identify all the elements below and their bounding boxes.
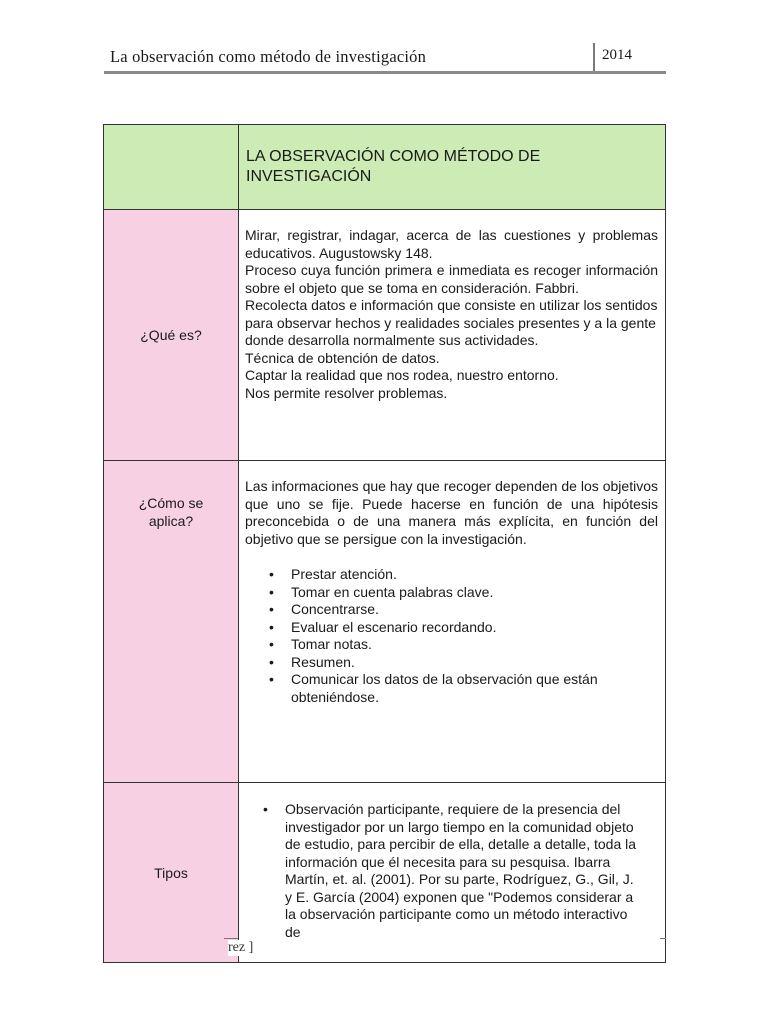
row-label-tipos: Tipos	[154, 864, 188, 881]
definition-text: Mirar, registrar, indagar, acerca de las cuestiones y problemas educativos. Augustowsky 148.	[245, 227, 658, 261]
list-item: • Evaluar el escenario recordando.	[291, 619, 658, 637]
definition-text: Proceso cuya función primera e inmediata es recoger información sobre el objeto que se toma en consideración. Fabbri.	[245, 262, 658, 296]
list-item: • Concentrarse.	[291, 601, 658, 619]
application-list	[245, 566, 658, 706]
table-row	[104, 210, 666, 461]
observation-table	[103, 124, 666, 963]
definition-text: Nos permite resolver problemas.	[245, 384, 448, 401]
table-row	[104, 461, 666, 783]
definition-text: Técnica de obtención de datos.	[245, 349, 440, 366]
list-item: • Resumen.	[291, 654, 658, 672]
definition-paragraph	[245, 227, 658, 402]
footer-rule	[224, 938, 238, 939]
table-heading: LA OBSERVACIÓN COMO MÉTODO DE INVESTIGACIÓN	[239, 125, 666, 210]
list-item: • Tomar en cuenta palabras clave.	[291, 584, 658, 602]
heading-side-cell	[104, 125, 239, 210]
definition-text: Captar la realidad que nos rodea, nuestro entorno.	[245, 367, 559, 383]
list-item: • Observación participante, requiere de la presencia del investigador por un largo tiempo en la comunidad objeto de estudio, para percibir de ella, detalle a detalle, toda la información que él necesita para su pesquisa. Ibarra Martín, et. al. (2001). Por su parte, Rodríguez, G., Gil, J. y E. García (2004) exponen que "Podemos considerar a la observación participante como un método interactivo de	[285, 801, 643, 941]
list-item: • Tomar notas.	[291, 636, 658, 654]
row-label-como-se-aplica: ¿Cómo se aplica?	[138, 495, 204, 529]
list-item: • Prestar atención.	[291, 566, 658, 584]
footer-author-fragment: rez ]	[228, 940, 254, 955]
table-heading-row	[104, 125, 666, 210]
row-content-cell	[239, 461, 666, 783]
row-content-cell	[239, 210, 666, 461]
header-year: 2014	[602, 47, 632, 63]
header-divider	[593, 43, 595, 73]
page-header	[104, 40, 666, 72]
footer-tick	[660, 938, 666, 939]
table-row	[104, 783, 666, 963]
row-content-cell	[239, 783, 666, 963]
definition-text: Recolecta datos e información que consiste en utilizar los sentidos para observar hechos y realidades sociales presentes y a la gente donde desarrolla normalmente sus actividades.	[245, 297, 658, 348]
application-paragraph: Las informaciones que hay que recoger dependen de los objetivos que uno se fije. Puede hacerse en función de una hipótesis preconcebida o de una manera más explícita, en función del objetivo que se persigue con la investigación.	[245, 478, 658, 547]
row-label-cell	[104, 783, 239, 963]
header-rule	[104, 71, 666, 74]
row-label-que-es: ¿Qué es?	[140, 327, 202, 343]
types-list	[239, 801, 665, 941]
list-item: • Comunicar los datos de la observación que están obteniéndose.	[291, 671, 658, 706]
row-label-cell	[104, 210, 239, 461]
row-label-cell	[104, 461, 239, 783]
header-title: La observación como método de investigación	[110, 47, 427, 66]
